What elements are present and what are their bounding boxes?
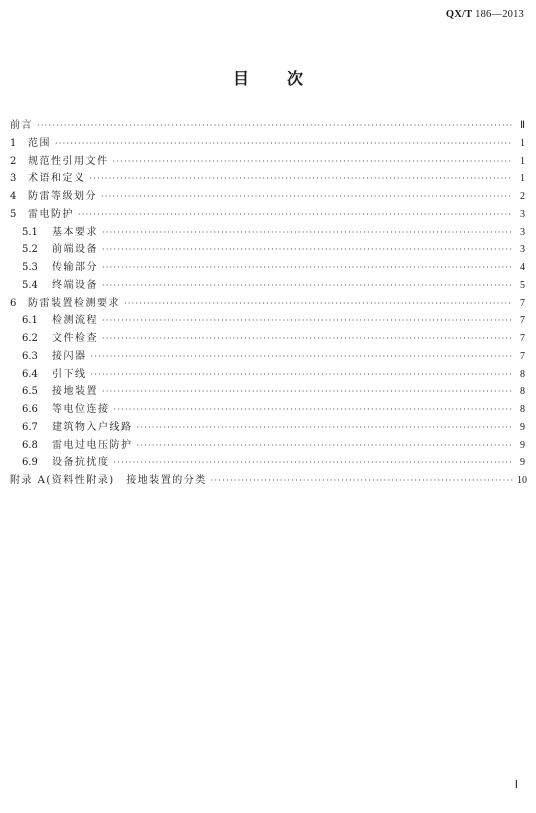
toc-entry-page: 9	[520, 421, 525, 433]
toc-entry-number: 6	[10, 297, 17, 309]
toc-entry[interactable]	[10, 295, 525, 313]
toc-entry[interactable]	[10, 348, 525, 366]
toc-entry-label: 雷电防护	[28, 208, 74, 220]
standard-prefix: QX/T	[445, 9, 473, 20]
toc-entry[interactable]	[10, 401, 525, 419]
dot-leader	[102, 330, 513, 348]
toc-entry-label: 基本要求	[52, 226, 98, 238]
toc-entry-page: 2	[520, 191, 525, 202]
page-number: Ⅰ	[514, 779, 518, 791]
toc-entry-label: 检测流程	[52, 315, 98, 327]
dot-leader	[102, 383, 513, 401]
toc-entry[interactable]	[10, 259, 525, 277]
toc-entry-number: 2	[10, 155, 17, 167]
toc-entry[interactable]	[10, 135, 525, 153]
dot-leader	[124, 295, 513, 313]
toc-entry[interactable]	[10, 330, 525, 348]
dot-leader	[101, 188, 513, 206]
toc-entry-label: 术语和定义	[28, 173, 86, 185]
toc-entry-label: 传输部分	[52, 262, 98, 273]
toc-entry[interactable]	[10, 153, 525, 171]
toc-entry-number: 6.7	[22, 421, 38, 433]
toc-entry-page: 3	[520, 208, 525, 220]
dot-leader	[137, 419, 514, 437]
toc-entry-label: 前端设备	[52, 244, 98, 256]
toc-entry-label: 文件检查	[52, 333, 98, 344]
toc-entry-label: 引下线	[52, 368, 87, 380]
toc-entry-label: 等电位连接	[52, 404, 110, 415]
dot-leader	[91, 348, 514, 366]
toc-entry-page: 1	[520, 155, 525, 167]
toc-entry-number: 5.1	[22, 226, 38, 238]
dot-leader	[114, 401, 514, 419]
toc-entry-label: 接地装置	[52, 386, 98, 398]
standard-number: 186—2013	[475, 9, 524, 20]
toc-entry[interactable]	[10, 472, 525, 490]
toc-entry-label: 终端设备	[52, 279, 98, 291]
toc-entry-number: 5	[10, 208, 17, 220]
dot-leader	[55, 135, 513, 153]
toc-entry-label: 前言	[10, 120, 33, 131]
page-title: 目次	[232, 69, 341, 88]
toc-entry[interactable]	[10, 206, 525, 224]
toc-entry-number: 6.9	[22, 457, 38, 469]
toc-entry-page: 1	[520, 173, 525, 185]
toc-entry-page: 5	[520, 279, 525, 291]
standard-code	[446, 9, 524, 20]
toc-entry-number: 6.4	[22, 368, 38, 380]
toc-entry-page: 8	[520, 368, 525, 380]
toc-entry[interactable]	[10, 419, 525, 437]
toc-entry-page: 9	[520, 457, 525, 469]
toc-entry-page: 1	[520, 137, 525, 149]
toc-entry[interactable]	[10, 454, 525, 472]
toc-entry-label: 范围	[28, 137, 51, 149]
toc-entry[interactable]	[10, 277, 525, 295]
toc-entry-page: 10	[517, 475, 527, 486]
toc-entry[interactable]	[10, 224, 525, 242]
toc-entry-page: 4	[520, 262, 525, 273]
toc-entry-number: 6.3	[22, 350, 38, 362]
toc-entry-page: 7	[520, 333, 525, 344]
toc-entry-label: 防雷装置检测要求	[28, 297, 120, 309]
toc-entry-number: 3	[10, 173, 17, 185]
dot-leader	[102, 259, 513, 277]
toc-entry-label: 规范性引用文件	[28, 155, 109, 167]
toc-entry-number: 6.6	[22, 404, 38, 415]
dot-leader	[114, 454, 514, 472]
toc-entry[interactable]	[10, 170, 525, 188]
dot-leader	[211, 472, 513, 490]
toc-entry-page: Ⅱ	[520, 120, 525, 131]
toc-entry-number: 5.4	[22, 279, 38, 291]
toc-entry[interactable]	[10, 312, 525, 330]
toc-entry[interactable]	[10, 117, 525, 135]
toc-entry-page: 7	[520, 315, 525, 327]
toc-entry-page: 3	[520, 226, 525, 238]
dot-leader	[102, 277, 513, 295]
toc-entry[interactable]	[10, 241, 525, 259]
toc-entry-page: 7	[520, 297, 525, 309]
toc-entry-page: 9	[520, 439, 525, 451]
toc-entry[interactable]	[10, 366, 525, 384]
toc-entry-number: 6.2	[22, 333, 38, 344]
dot-leader	[91, 366, 514, 384]
toc-entry-page: 7	[520, 350, 525, 362]
dot-leader	[102, 224, 513, 242]
table-of-contents	[10, 117, 525, 490]
toc-entry-number: 6.8	[22, 439, 38, 451]
dot-leader	[102, 312, 513, 330]
dot-leader	[113, 153, 514, 171]
toc-entry-label: 附录 A(资料性附录) 接地装置的分类	[10, 475, 207, 486]
toc-entry-page: 8	[520, 386, 525, 398]
toc-entry-number: 1	[10, 137, 17, 149]
toc-entry-number: 5.2	[22, 244, 38, 256]
toc-entry-number: 6.1	[22, 315, 38, 327]
dot-leader	[102, 241, 513, 259]
toc-entry-label: 设备抗扰度	[52, 457, 110, 469]
toc-entry-page: 3	[520, 244, 525, 256]
toc-entry-label: 雷电过电压防护	[52, 439, 133, 451]
toc-entry-number: 6.5	[22, 386, 38, 398]
toc-entry-number: 4	[10, 191, 17, 202]
dot-leader	[90, 170, 514, 188]
toc-entry-page: 8	[520, 404, 525, 415]
toc-entry-label: 接闪器	[52, 350, 87, 362]
toc-entry-label: 建筑物入户线路	[52, 421, 133, 433]
toc-entry[interactable]	[10, 437, 525, 455]
dot-leader	[37, 117, 513, 135]
toc-entry-number: 5.3	[22, 262, 38, 273]
toc-entry[interactable]	[10, 383, 525, 401]
toc-entry-label: 防雷等级划分	[28, 191, 97, 202]
dot-leader	[137, 437, 514, 455]
dot-leader	[78, 206, 513, 224]
toc-entry[interactable]	[10, 188, 525, 206]
